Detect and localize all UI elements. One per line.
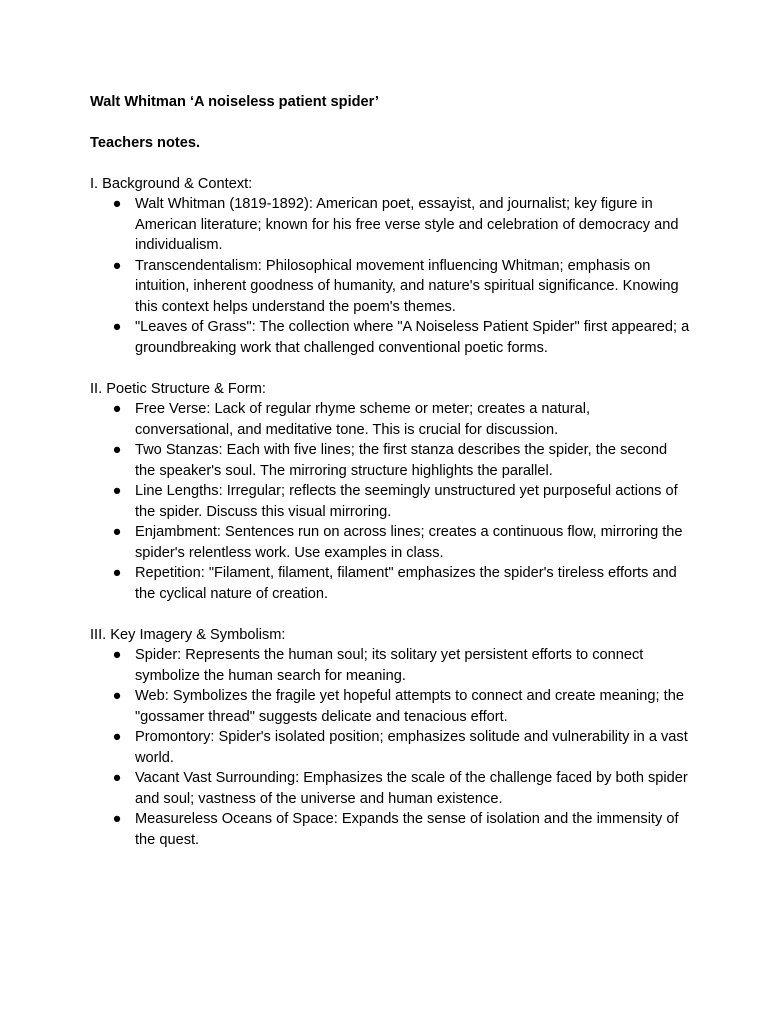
section-poetic-structure: [90, 379, 690, 605]
list-item: [90, 645, 690, 686]
list-item-text: Web: Symbolizes the fragile yet hopeful attempts to connect and create meaning; the "gossamer thread" suggests delicate and tenacious effort.: [135, 688, 684, 725]
list-item: [90, 399, 690, 440]
bullet-icon: ●: [112, 811, 122, 827]
bullet-icon: ●: [112, 319, 122, 335]
bullet-icon: ●: [112, 729, 122, 745]
list-item: [90, 317, 690, 358]
document-subtitle: Teachers notes.: [90, 134, 201, 151]
list-item-text: Transcendentalism: Philosophical movement influencing Whitman; emphasis on intuition, inherent goodness of humanity, and nature's spiritual significance. Knowing this context helps understand the poem's themes.: [135, 257, 679, 315]
section-heading: III. Key Imagery & Symbolism:: [90, 626, 286, 643]
list-item-text: Walt Whitman (1819-1892): American poet, essayist, and journalist; key figure in American literature; known for his free verse style and celebration of democracy and individualism.: [135, 196, 679, 253]
list-item: [90, 256, 690, 318]
list-item-text: Repetition: "Filament, filament, filament" emphasizes the spider's tireless efforts and the cyclical nature of creation.: [135, 565, 677, 602]
bullet-list: [90, 194, 690, 358]
list-item: [90, 686, 690, 727]
list-item: [90, 522, 690, 563]
list-item: [90, 563, 690, 604]
list-item: [90, 481, 690, 522]
bullet-icon: ●: [112, 524, 122, 540]
list-item-text: Free Verse: Lack of regular rhyme scheme or meter; creates a natural, conversational, and meditative tone. This is crucial for discussion.: [135, 401, 591, 438]
bullet-icon: ●: [112, 442, 122, 458]
list-item-text: Spider: Represents the human soul; its solitary yet persistent efforts to connect symbolize the human search for meaning.: [135, 647, 644, 684]
bullet-icon: ●: [112, 257, 122, 274]
bullet-list: [90, 399, 690, 604]
bullet-list: [90, 645, 690, 850]
section-imagery-symbolism: [90, 625, 690, 851]
section-heading: II. Poetic Structure & Form:: [90, 380, 266, 397]
list-item: [90, 768, 690, 809]
bullet-icon: ●: [112, 770, 122, 786]
bullet-icon: ●: [112, 688, 122, 704]
list-item-text: Line Lengths: Irregular; reflects the seemingly unstructured yet purposeful actions of the spider. Discuss this visual mirroring.: [135, 483, 678, 520]
bullet-icon: ●: [112, 483, 122, 499]
list-item-text: Vacant Vast Surrounding: Emphasizes the scale of the challenge faced by both spider and soul; vastness of the universe and human existence.: [135, 770, 688, 807]
list-item: [90, 727, 690, 768]
bullet-icon: ●: [112, 401, 122, 417]
list-item: [90, 809, 690, 850]
section-heading: I. Background & Context:: [90, 175, 253, 192]
document-body: [90, 92, 690, 850]
list-item-text: Enjambment: Sentences run on across lines; creates a continuous flow, mirroring the spider's relentless work. Use examples in class.: [135, 524, 683, 561]
list-item: [90, 194, 690, 256]
bullet-icon: ●: [112, 647, 122, 663]
list-item-text: Promontory: Spider's isolated position; emphasizes solitude and vulnerability in a vast world.: [135, 729, 688, 766]
document-title: Walt Whitman ‘A noiseless patient spider’: [90, 94, 379, 110]
bullet-icon: ●: [112, 565, 122, 581]
list-item: [90, 440, 690, 481]
list-item-text: "Leaves of Grass": The collection where "A Noiseless Patient Spider" first appeared; a groundbreaking work that challenged conventional poetic forms.: [135, 319, 690, 356]
section-background-context: [90, 174, 690, 359]
list-item-text: Measureless Oceans of Space: Expands the sense of isolation and the immensity of the quest.: [135, 811, 679, 848]
bullet-icon: ●: [112, 196, 122, 212]
list-item-text: Two Stanzas: Each with five lines; the first stanza describes the spider, the second the speaker's soul. The mirroring structure highlights the parallel.: [135, 442, 668, 479]
